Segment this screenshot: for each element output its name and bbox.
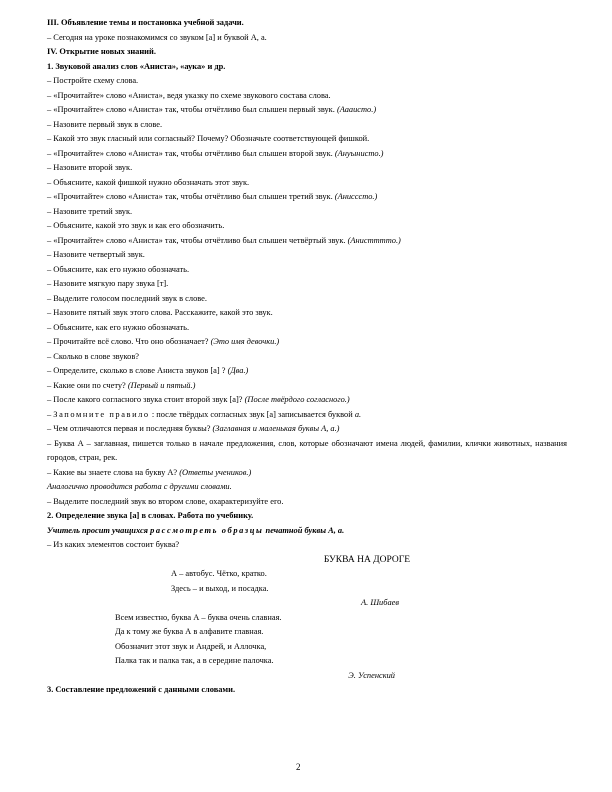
- poem-line: Обозначит этот звук и Андрей, и Аллочка,: [115, 641, 267, 651]
- text-line: [47, 103, 567, 118]
- text-line: – Сегодня на уроке познакомимся со звуком [а] и буквой А, а.: [47, 32, 267, 42]
- text-line: [47, 234, 567, 249]
- text-line: – Объясните, как его нужно обозначать.: [47, 322, 190, 332]
- text-line: [47, 364, 567, 379]
- text-line: – Из каких элементов состоит буква?: [47, 540, 180, 549]
- poem-line: А – автобус. Чётко, кратко.: [171, 569, 267, 578]
- answer-text: (Два.): [227, 366, 249, 375]
- poem-line: Здесь – и выход, и посадка.: [171, 583, 269, 593]
- text-line: – Назовите пятый звук этого слова. Расскажите, какой это звук.: [47, 308, 273, 317]
- poem-line: Всем известно, буква А – буква очень славная.: [115, 612, 282, 622]
- text-line: 2. Определение звука [а] в словах. Работа по учебнику.: [47, 511, 254, 520]
- answer-text: (После твёрдого согласного.): [244, 395, 350, 404]
- line-text: – «Прочитайте» слово «Аниста» так, чтобы отчётливо был слышен третий звук.: [47, 192, 335, 201]
- answer-text: (Анисссто.): [334, 192, 378, 201]
- line-text: Учитель просит учащихся: [47, 525, 151, 535]
- line-text: – Определите, сколько в слове Аниста звуков [а] ?: [47, 366, 228, 375]
- line-text: – Чем отличаются первая и последняя буквы?: [47, 424, 213, 433]
- text-line: – Назовите первый звук в слове.: [47, 119, 163, 129]
- text-line: – Сколько в слове звуков?: [47, 351, 140, 361]
- page-number: 2: [296, 762, 301, 772]
- line-text: –: [47, 409, 54, 419]
- text-line: – Объясните, какой это звук и как его обозначить.: [47, 221, 225, 230]
- text-line: – Какой это звук гласный или согласный? Почему? Обозначьте соответствующей фишкой.: [47, 134, 370, 143]
- text-line: [47, 190, 567, 205]
- text-paragraph: – Буква А – заглавная, пишется только в начале предложения, слов, которые обозначают имена людей, фамилии, клички животных, названия городов, стран, рек.: [47, 438, 567, 462]
- text-line: – Назовите второй звук.: [47, 163, 133, 172]
- line-text: – «Прочитайте» слово «Аниста» так, чтобы отчётливо был слышен второй звук.: [47, 148, 335, 158]
- answer-text: (Это имя девочки.): [210, 337, 280, 346]
- text-line: III. Объявление темы и постановка учебной задачи.: [47, 18, 244, 27]
- text-line: [47, 524, 567, 539]
- emphasized-text: Запомните правило: [53, 409, 150, 419]
- text-line: – Назовите четвертый звук.: [47, 250, 145, 259]
- text-line: [47, 422, 567, 437]
- answer-text: (Заглавная и маленькая буквы А, а.): [212, 424, 340, 433]
- line-text: – После какого согласного звука стоит второй звук [а]?: [47, 395, 245, 404]
- text-line: – Выделите последний звук во втором слове, охарактеризуйте его.: [47, 496, 284, 506]
- line-text: печатной буквы А, а.: [263, 525, 345, 535]
- text-line: [47, 393, 567, 408]
- text-line: – Назовите мягкую пару звука [т].: [47, 279, 169, 288]
- poem-author: А. Шибаев: [361, 598, 399, 607]
- answer-text: (Первый и пятый.): [127, 380, 196, 390]
- answer-text: (Аааисто.): [336, 105, 377, 114]
- text-line: IV. Открытие новых знаний.: [47, 47, 156, 56]
- text-line: – Объясните, как его нужно обозначать.: [47, 264, 190, 274]
- text-line: [47, 466, 567, 481]
- answer-text: (Анистттто.): [347, 235, 401, 245]
- emphasized-text: рассмотреть образцы: [150, 525, 264, 535]
- text-line: – Объясните, какой фишкой нужно обозначать этот звук.: [47, 177, 250, 187]
- text-line: – «Прочитайте» слово «Аниста», ведя указку по схеме звукового состава слова.: [47, 90, 331, 100]
- poem-line: Палка так и палка так, а в середине палочка.: [115, 656, 274, 665]
- section-heading: 3. Составление предложений с данными словами.: [47, 685, 236, 694]
- line-text: – «Прочитайте» слово «Аниста» так, чтобы отчётливо был слышен четвёртый звук.: [47, 235, 348, 245]
- text-line: – Выделите голосом последний звук в слове.: [47, 293, 207, 303]
- answer-text: а.: [354, 409, 362, 419]
- answer-text: (Ответы учеников.): [179, 467, 252, 477]
- document-body: [47, 16, 567, 698]
- line-text: – «Прочитайте» слово «Аниста» так, чтобы отчётливо был слышен первый звук.: [47, 105, 337, 114]
- text-line: 1. Звуковой анализ слов «Аниста», «аука» и др.: [47, 61, 226, 71]
- text-line: – Постройте схему слова.: [47, 76, 139, 85]
- text-line: [47, 147, 567, 162]
- answer-text: (Ануынисто.): [334, 148, 384, 158]
- text-line: – Назовите третий звук.: [47, 206, 133, 216]
- line-text: – Какие они по счету?: [47, 380, 128, 390]
- poem-author: Э. Успенский: [348, 670, 395, 680]
- text-line: [47, 379, 567, 394]
- poem-line: Да к тому же буква А в алфавите главная.: [115, 627, 264, 636]
- line-text: – Прочитайте всё слово. Что оно обозначает?: [47, 337, 211, 346]
- poem-title: БУКВА НА ДОРОГЕ: [323, 554, 411, 565]
- line-text: – Какие вы знаете слова на букву А?: [47, 467, 180, 477]
- text-line: [47, 335, 567, 350]
- line-text: : после твёрдых согласных звук [а] записывается буквой: [149, 409, 355, 419]
- text-line: Аналогично проводится работа с другими словами.: [47, 482, 232, 491]
- text-line: [47, 408, 567, 423]
